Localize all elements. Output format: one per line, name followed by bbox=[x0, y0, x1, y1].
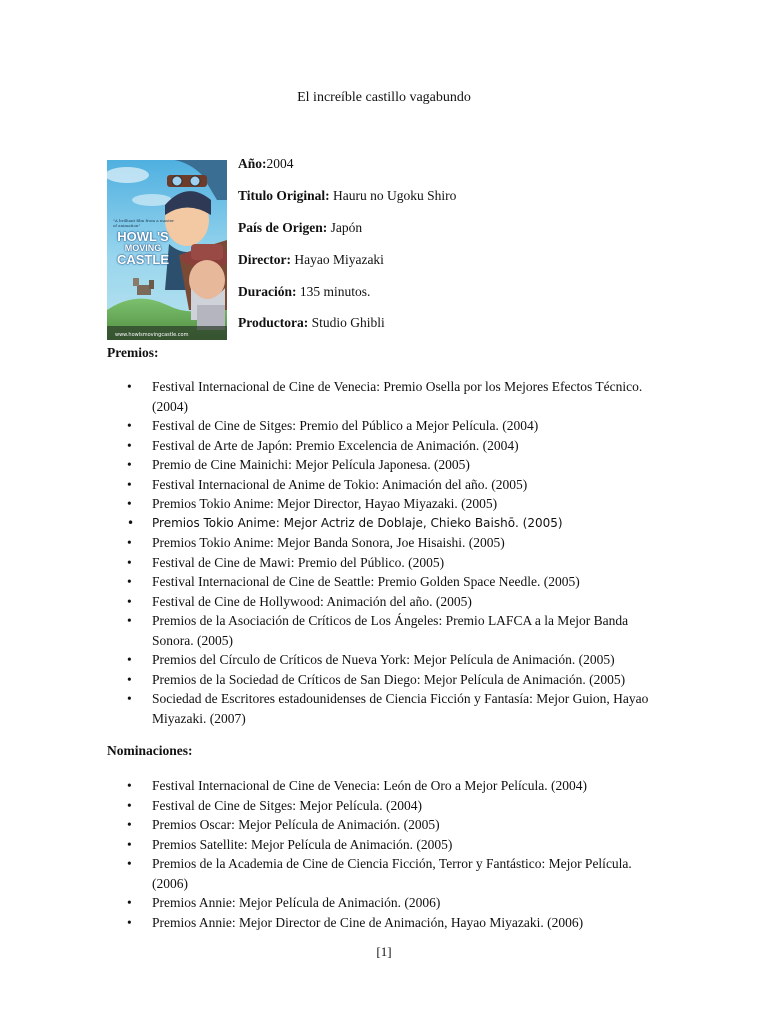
awards-heading: Premios: bbox=[107, 345, 159, 360]
nominations-list bbox=[107, 776, 667, 932]
list-item: • Festival Internacional de Cine de Venecia: Premio Osella por los Mejores Efectos Técnico. (2004) bbox=[107, 377, 667, 416]
poster-title-line: CASTLE bbox=[117, 252, 169, 267]
poster-title-logo bbox=[113, 230, 173, 266]
info-value: Japón bbox=[327, 219, 363, 235]
list-item: • Premios Tokio Anime: Mejor Banda Sonora, Joe Hisaishi. (2005) bbox=[107, 533, 667, 553]
list-item: • Festival Internacional de Anime de Tokio: Animación del año. (2005) bbox=[107, 475, 667, 495]
list-item: • Premios Annie: Mejor Película de Animación. (2006) bbox=[107, 893, 667, 913]
info-label: Productora: bbox=[238, 315, 309, 331]
info-label: Titulo Original: bbox=[238, 187, 330, 203]
document-title: El increíble castillo vagabundo bbox=[297, 90, 471, 105]
info-label: Duración: bbox=[238, 283, 297, 299]
awards-list bbox=[107, 377, 667, 728]
info-label: Año: bbox=[238, 156, 267, 171]
nominations-heading: Nominaciones: bbox=[107, 743, 193, 758]
info-producer bbox=[238, 314, 456, 333]
list-item: • Sociedad de Escritores estadounidenses de Ciencia Ficción y Fantasía: Mejor Guion, Hayao Miyazaki. (2007) bbox=[107, 689, 667, 728]
list-item: • Premios del Círculo de Críticos de Nueva York: Mejor Película de Animación. (2005) bbox=[107, 650, 667, 670]
list-item: • Premios de la Academia de Cine de Ciencia Ficción, Terror y Fantástico: Mejor Película. (2006) bbox=[107, 854, 667, 893]
list-item: • Festival de Cine de Mawi: Premio del Público. (2005) bbox=[107, 553, 667, 573]
list-item: • Premio de Cine Mainichi: Mejor Película Japonesa. (2005) bbox=[107, 455, 667, 475]
page-number: [1] bbox=[376, 944, 392, 959]
info-year bbox=[238, 155, 456, 174]
list-item: • Festival de Cine de Hollywood: Animación del año. (2005) bbox=[107, 592, 667, 612]
info-label: Director: bbox=[238, 251, 291, 267]
list-item: • Premios Annie: Mejor Director de Cine de Animación, Hayao Miyazaki. (2006) bbox=[107, 913, 667, 933]
list-item: • Festival de Cine de Sitges: Mejor Película. (2004) bbox=[107, 796, 667, 816]
movie-poster bbox=[107, 160, 227, 340]
svg-text:www.howlsmovingcastle.com: www.howlsmovingcastle.com bbox=[115, 332, 189, 338]
list-item: • Premios de la Asociación de Críticos de Los Ángeles: Premio LAFCA a la Mejor Banda Sonora. (2005) bbox=[107, 611, 667, 650]
list-item: • Festival Internacional de Cine de Seattle: Premio Golden Space Needle. (2005) bbox=[107, 572, 667, 592]
list-item: • Premios Oscar: Mejor Película de Animación. (2005) bbox=[107, 815, 667, 835]
poster-title-line: MOVING bbox=[124, 243, 162, 253]
movie-info bbox=[238, 155, 456, 346]
list-item: • Festival Internacional de Cine de Venecia: León de Oro a Mejor Película. (2004) bbox=[107, 776, 667, 796]
info-country bbox=[238, 219, 456, 238]
info-value: Studio Ghibli bbox=[308, 315, 385, 331]
list-item: • Premios de la Sociedad de Críticos de San Diego: Mejor Película de Animación. (2005) bbox=[107, 670, 667, 690]
poster-title-line: HOWL'S bbox=[117, 229, 169, 244]
list-item: • Festival de Arte de Japón: Premio Excelencia de Animación. (2004) bbox=[107, 436, 667, 456]
list-item: • Festival de Cine de Sitges: Premio del Público a Mejor Película. (2004) bbox=[107, 416, 667, 436]
list-item: • Premios Tokio Anime: Mejor Actriz de Doblaje, Chieko Baishō. (2005) bbox=[107, 514, 667, 534]
info-original-title bbox=[238, 187, 456, 206]
list-item: • Premios Tokio Anime: Mejor Director, Hayao Miyazaki. (2005) bbox=[107, 494, 667, 514]
info-value: Hayao Miyazaki bbox=[290, 251, 384, 267]
info-value: Hauru no Ugoku Shiro bbox=[329, 187, 457, 203]
info-label: País de Origen: bbox=[238, 219, 328, 235]
info-director bbox=[238, 251, 456, 270]
list-item: • Premios Satellite: Mejor Película de Animación. (2005) bbox=[107, 835, 667, 855]
svg-text:of animation": of animation" bbox=[113, 223, 141, 228]
info-value: 135 minutos. bbox=[296, 283, 371, 299]
svg-text:"A brilliant film from a maste: "A brilliant film from a master bbox=[113, 218, 175, 223]
info-value: 2004 bbox=[266, 156, 294, 171]
info-duration bbox=[238, 283, 456, 302]
